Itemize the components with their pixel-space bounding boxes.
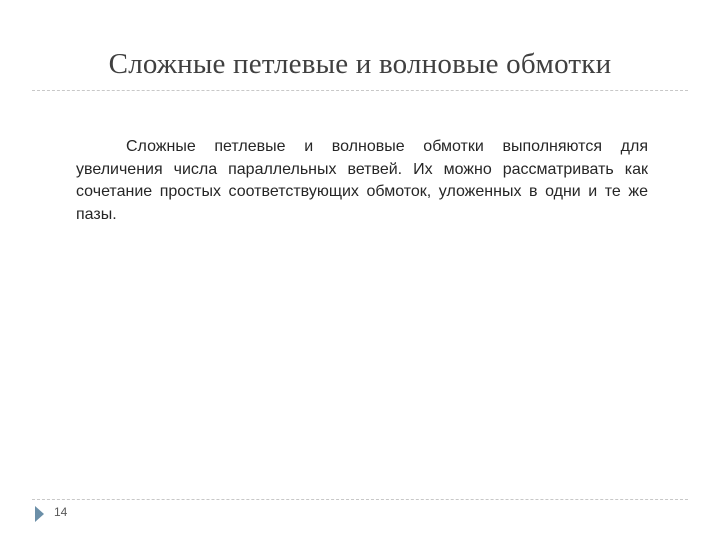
body-paragraph: Сложные петлевые и волновые обмотки выполняются для увеличения числа параллельных ветвей. Их можно рассматривать как сочетание простых соответствующих обмоток, уложенных в одни и те же пазы. (76, 138, 648, 223)
footer-divider (32, 499, 688, 500)
page-number: 14 (54, 505, 68, 519)
triangle-right-icon (35, 506, 44, 522)
slide-title: Сложные петлевые и волновые обмотки (108, 48, 612, 80)
title-divider (32, 90, 688, 91)
